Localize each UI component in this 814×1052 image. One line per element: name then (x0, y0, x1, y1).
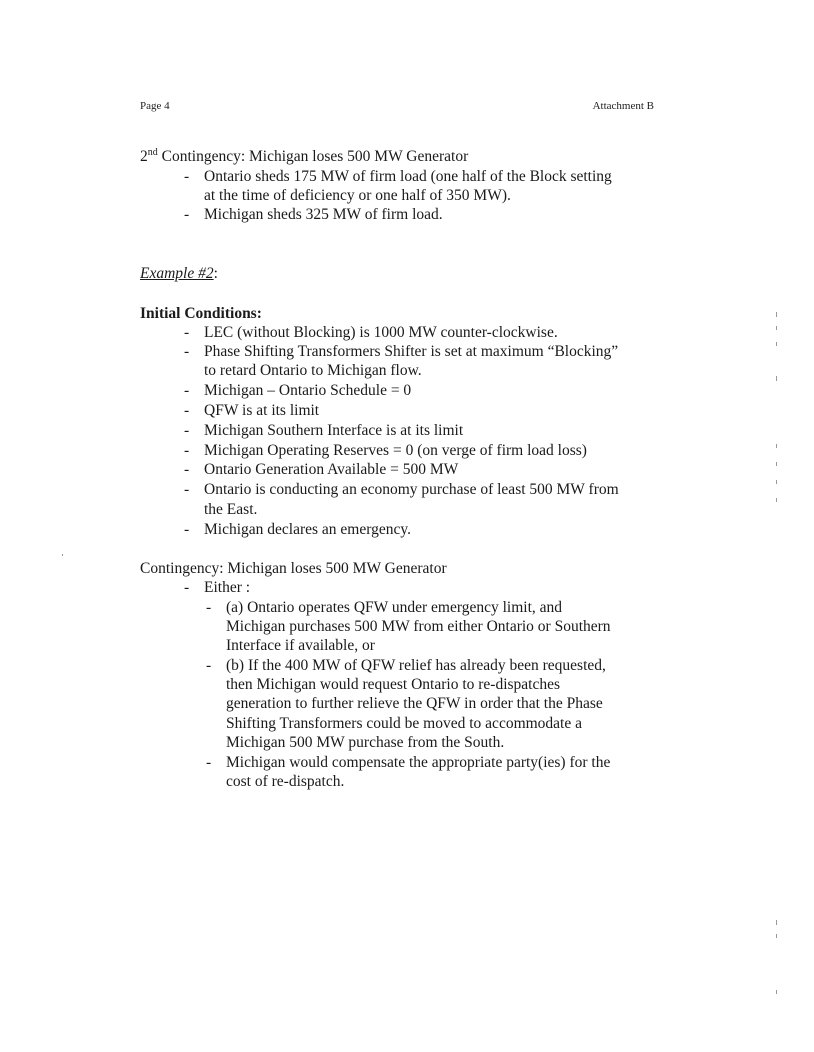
bullet-dash: - (184, 382, 190, 399)
option-item-cont: Interface if available, or (226, 637, 375, 654)
condition-item: Ontario is conducting an economy purchase of least 500 MW from (204, 481, 619, 498)
scan-speck (62, 554, 63, 556)
scan-speck (776, 480, 777, 484)
option-item-cont: Shifting Transformers could be moved to accommodate a (226, 715, 583, 732)
bullet-dash: - (184, 343, 190, 360)
page-number: Page 4 (140, 100, 170, 112)
scan-speck (776, 312, 777, 317)
bullet-dash: - (184, 442, 190, 459)
condition-item: QFW is at its limit (204, 402, 320, 419)
bullet-dash: - (184, 579, 190, 596)
option-item: Michigan would compensate the appropriate party(ies) for the (226, 754, 611, 771)
option-item-cont: Michigan 500 MW purchase from the South. (226, 734, 505, 751)
example-title-colon: : (213, 265, 218, 282)
condition-item: Michigan declares an emergency. (204, 521, 412, 538)
bullet-dash: - (184, 461, 190, 478)
example-title-text: Example #2 (140, 265, 214, 282)
attachment-label: Attachment B (592, 100, 654, 112)
scan-speck (776, 462, 777, 466)
contingency2-bullet-cont: at the time of deficiency or one half of 350 MW). (204, 187, 511, 204)
ordinal-number: 2 (140, 148, 148, 165)
option-item: (b) If the 400 MW of QFW relief has already been requested, (226, 657, 606, 674)
bullet-dash: - (206, 599, 212, 616)
bullet-dash: - (184, 521, 190, 538)
scan-speck (776, 920, 777, 925)
bullet-dash: - (184, 168, 190, 185)
condition-item: LEC (without Blocking) is 1000 MW counter-clockwise. (204, 324, 558, 341)
scan-speck (776, 990, 777, 994)
bullet-dash: - (184, 481, 190, 498)
option-item: (a) Ontario operates QFW under emergency limit, and (226, 599, 563, 616)
contingency2-heading-text: Contingency: Michigan loses 500 MW Generator (157, 148, 469, 165)
condition-item: Ontario Generation Available = 500 MW (204, 461, 459, 478)
bullet-dash: - (184, 402, 190, 419)
bullet-dash: - (184, 206, 190, 223)
condition-item: Phase Shifting Transformers Shifter is set at maximum “Blocking” (204, 343, 619, 360)
condition-item: Michigan – Ontario Schedule = 0 (204, 382, 412, 399)
contingency-heading: Contingency: Michigan loses 500 MW Generator (140, 560, 447, 577)
condition-item: Michigan Southern Interface is at its limit (204, 422, 464, 439)
bullet-dash: - (206, 754, 212, 771)
option-item-cont: Michigan purchases 500 MW from either Ontario or Southern (226, 618, 611, 635)
scan-speck (776, 498, 777, 502)
scan-speck (776, 444, 777, 448)
bullet-dash: - (184, 422, 190, 439)
option-item-cont: cost of re-dispatch. (226, 773, 345, 790)
scan-speck (776, 342, 777, 346)
scan-speck (776, 934, 777, 938)
contingency2-bullet: Ontario sheds 175 MW of firm load (one half of the Block setting (204, 168, 612, 185)
scan-speck (776, 326, 777, 330)
condition-item: Michigan Operating Reserves = 0 (on verge of firm load loss) (204, 442, 587, 459)
scan-speck (776, 376, 777, 381)
either-label: Either : (204, 579, 251, 596)
bullet-dash: - (184, 324, 190, 341)
contingency2-bullet: Michigan sheds 325 MW of firm load. (204, 206, 443, 223)
initial-conditions-heading: Initial Conditions: (140, 305, 262, 322)
condition-item-cont: the East. (204, 501, 258, 518)
ordinal-suffix: nd (147, 146, 158, 158)
bullet-dash: - (206, 657, 212, 674)
condition-item-cont: to retard Ontario to Michigan flow. (204, 362, 422, 379)
option-item-cont: then Michigan would request Ontario to re-dispatches (226, 676, 561, 693)
contingency2-heading (140, 147, 468, 166)
example-title (140, 264, 218, 283)
option-item-cont: generation to further relieve the QFW in order that the Phase (226, 695, 603, 712)
